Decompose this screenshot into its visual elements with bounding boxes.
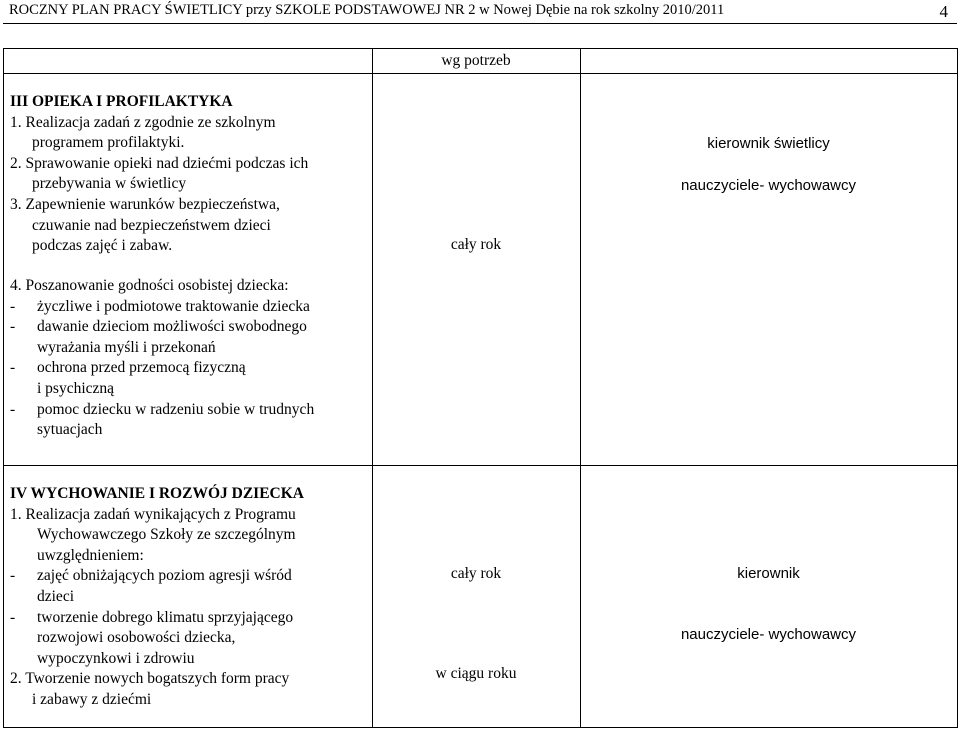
table-left-border [3,48,4,728]
section4-when-2: w ciągu roku [435,665,517,682]
section3-item4 [10,276,314,441]
bullet-item: - ochrona przed przemocą fizyczną [10,359,246,377]
list-item-cont: przebywania w świetlicy [32,175,187,193]
bullet-item: - dawanie dzieciom możliwości swobodnego [10,318,307,336]
table-right-border [957,48,958,728]
list-item: 3. Zapewnienie warunków bezpieczeństwa, [10,195,280,213]
list-item: 1. Realizacja zadań z zgodnie ze szkolnym [10,113,276,131]
bullet-item-cont: wyrażania myśli i przekonań [37,338,216,356]
section3-text [10,92,308,257]
section3-responsible-2: nauczyciele- wychowawcy [680,177,857,194]
header-rule [3,23,957,24]
section4-responsible-1: kierownik [737,565,800,582]
bullet-item-cont: sytuacjach [37,421,103,439]
list-item-cont: podczas zajęć i zabaw. [32,237,173,255]
page-number: 4 [939,2,948,21]
bullet-item: - tworzenie dobrego klimatu sprzyjającego [10,608,294,626]
list-item-cont: i zabawy z dziećmi [32,690,152,708]
section3-heading: III OPIEKA I PROFILAKTYKA [10,93,233,110]
bullet-item-cont: i psychiczną [37,379,115,397]
row-divider [3,73,957,74]
section4-responsible-2: nauczyciele- wychowawcy [680,626,857,643]
table-top-border [3,48,957,49]
bullet-item-cont: wypoczynkowi i zdrowiu [37,649,195,667]
list-item: 2. Tworzenie nowych bogatszych form pracy [10,670,290,688]
section3-responsible-1: kierownik świetlicy [707,135,830,152]
section3-when: cały rok [450,236,502,253]
bullet-item-cont: rozwojowi osobowości dziecka, [37,629,236,647]
list-item-cont: Wychowawczego Szkoły ze szczególnym [37,526,296,544]
bullet-item: - życzliwe i podmiotowe traktowanie dziecka [10,297,310,315]
bullet-item-cont: dzieci [37,587,75,605]
list-item-cont: czuwanie nad bezpieczeństwem dzieci [32,216,271,234]
list-item: 2. Sprawowanie opieki nad dziećmi podczas ich [10,154,309,172]
section4-when-1: cały rok [450,565,502,582]
section4-heading: IV WYCHOWANIE I ROZWÓJ DZIECKA [10,485,304,502]
document-title: ROCZNY PLAN PRACY ŚWIETLICY przy SZKOLE PODSTAWOWEJ NR 2 w Nowej Dębie na rok szkolny 2010/2011 [9,2,725,18]
column-divider [372,48,373,728]
section4-text [10,484,304,711]
list-item-cont: programem profilaktyki. [32,134,185,152]
top-row-when: wg potrzeb [441,52,511,69]
list-item: 1. Realizacja zadań wynikających z Programu [10,505,296,523]
row-divider [3,465,957,466]
bullet-item: - pomoc dziecku w radzeniu sobie w trudnych [10,400,315,418]
table-bottom-border [3,727,957,728]
list-item-cont: uwzględnieniem: [37,546,144,564]
bullet-item: - zajęć obniżających poziom agresji wśród [10,567,292,585]
list-item: 4. Poszanowanie godności osobistej dziecka: [10,277,289,294]
